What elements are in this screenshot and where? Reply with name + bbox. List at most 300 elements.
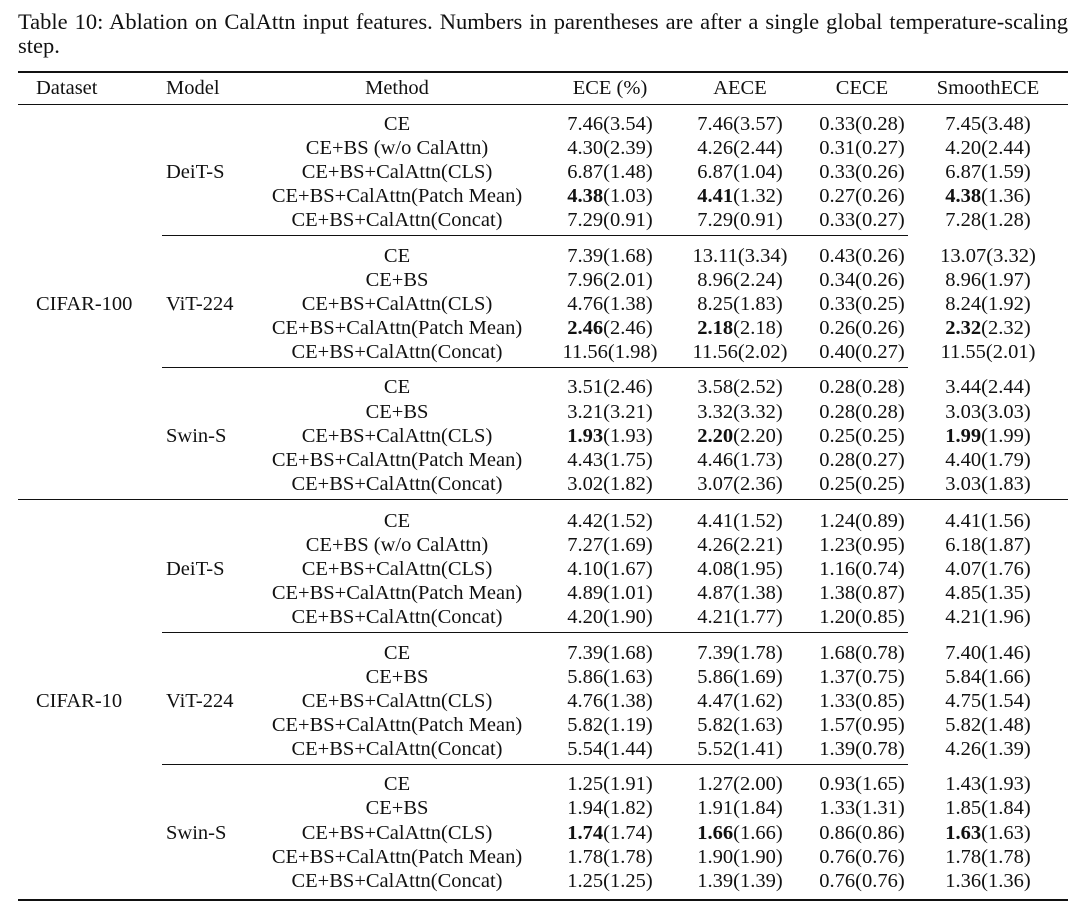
ece-cell-scaled: (1.75) xyxy=(603,448,653,471)
group-separator xyxy=(162,632,908,633)
ece-cell-value: 1.25 xyxy=(567,869,604,892)
smoothece-cell xyxy=(945,316,1030,340)
ece-cell-scaled: (1.38) xyxy=(603,292,653,315)
smoothece-cell-scaled: (2.44) xyxy=(981,137,1031,160)
ece-cell-scaled: (2.46) xyxy=(603,317,653,339)
cece-cell xyxy=(819,689,904,713)
cece-cell-value: 1.57 xyxy=(819,713,856,736)
cece-cell-value: 0.86 xyxy=(819,821,856,844)
ece-cell-value: 7.29 xyxy=(567,209,604,232)
aece-cell xyxy=(697,268,782,292)
aece-cell-value: 7.29 xyxy=(697,209,734,232)
cece-cell-value: 0.25 xyxy=(819,424,856,447)
aece-cell xyxy=(697,208,782,232)
method-cell: CE+BS+CalAttn(Concat) xyxy=(291,606,503,629)
smoothece-cell xyxy=(945,605,1030,629)
ece-cell xyxy=(567,605,652,629)
cece-cell xyxy=(819,641,904,665)
aece-cell-scaled: (1.69) xyxy=(733,665,783,688)
method-cell: CE+BS+CalAttn(Patch Mean) xyxy=(271,582,523,605)
aece-cell-scaled: (1.38) xyxy=(733,582,783,605)
smoothece-cell-scaled: (1.48) xyxy=(981,713,1031,736)
smoothece-cell-value: 6.87 xyxy=(945,161,982,184)
method-cell: CE xyxy=(383,113,411,135)
ece-cell xyxy=(567,796,652,820)
model-cell: Swin-S xyxy=(166,821,227,844)
cece-cell-value: 0.28 xyxy=(819,400,856,423)
model-cell: ViT-224 xyxy=(166,292,234,315)
aece-cell xyxy=(697,533,782,557)
cece-cell-scaled: (0.85) xyxy=(855,689,905,712)
smoothece-cell xyxy=(945,581,1030,605)
aece-cell xyxy=(697,509,782,533)
method-cell: CE xyxy=(383,641,411,664)
method-cell: CE+BS (w/o CalAttn) xyxy=(305,534,489,556)
ece-cell xyxy=(567,424,652,448)
smoothece-cell-value: 3.03 xyxy=(945,472,982,495)
cece-cell-scaled: (0.27) xyxy=(855,448,905,471)
cece-cell-scaled: (0.85) xyxy=(855,606,905,629)
model-cell: ViT-224 xyxy=(166,689,234,712)
ece-cell-scaled: (1.93) xyxy=(603,424,653,447)
aece-cell xyxy=(697,400,782,424)
ece-cell-value: 5.82 xyxy=(567,713,604,736)
smoothece-cell-value: 5.84 xyxy=(945,665,982,688)
aece-cell xyxy=(697,112,782,136)
method-cell: CE+BS+CalAttn(Concat) xyxy=(291,869,503,892)
cece-cell xyxy=(819,268,904,292)
aece-cell-value: 1.39 xyxy=(697,869,734,892)
cece-cell-scaled: (0.27) xyxy=(855,209,905,232)
smoothece-cell-value: 1.85 xyxy=(945,797,982,820)
ece-cell xyxy=(567,772,652,796)
ece-cell-value: 3.02 xyxy=(567,472,604,495)
cece-cell xyxy=(819,605,904,629)
smoothece-cell xyxy=(941,340,1036,364)
ece-cell-value: 5.86 xyxy=(567,665,604,688)
cece-cell-value: 0.76 xyxy=(819,845,856,868)
aece-cell xyxy=(697,605,782,629)
ece-cell-scaled: (1.01) xyxy=(603,582,653,605)
smoothece-cell xyxy=(945,424,1030,448)
cece-cell-scaled: (0.87) xyxy=(855,582,905,605)
cece-cell-value: 0.33 xyxy=(819,161,856,184)
aece-cell xyxy=(697,845,782,869)
ece-cell-value: 2.46 xyxy=(567,317,604,339)
smoothece-cell xyxy=(945,713,1030,737)
ece-cell-scaled: (3.54) xyxy=(603,113,653,135)
smoothece-cell-scaled: (1.92) xyxy=(981,292,1031,315)
method-cell: CE+BS+CalAttn(CLS) xyxy=(301,821,493,844)
smoothece-cell-scaled: (1.79) xyxy=(981,448,1031,471)
ece-cell xyxy=(567,641,652,665)
smoothece-cell-scaled: (1.28) xyxy=(981,209,1031,232)
smoothece-cell-value: 4.40 xyxy=(945,448,982,471)
dataset-separator xyxy=(18,499,1068,500)
smoothece-cell-scaled: (3.32) xyxy=(986,244,1036,267)
smoothece-cell-value: 4.41 xyxy=(945,509,982,532)
aece-cell-scaled: (1.95) xyxy=(733,558,783,581)
ece-cell xyxy=(567,557,652,581)
aece-cell-scaled: (1.84) xyxy=(733,797,783,820)
smoothece-cell-scaled: (3.48) xyxy=(981,113,1031,135)
ece-cell xyxy=(567,713,652,737)
smoothece-cell xyxy=(945,869,1030,893)
method-cell: CE+BS xyxy=(365,665,429,688)
aece-cell-value: 4.26 xyxy=(697,137,734,160)
cece-cell xyxy=(819,533,904,557)
ece-cell-value: 1.25 xyxy=(567,773,604,796)
cece-cell xyxy=(819,208,904,232)
ece-cell xyxy=(567,581,652,605)
aece-cell-scaled: (0.91) xyxy=(733,209,783,232)
smoothece-cell-scaled: (2.01) xyxy=(985,341,1036,364)
ece-cell xyxy=(567,689,652,713)
aece-cell-value: 3.07 xyxy=(697,472,734,495)
smoothece-cell-value: 7.28 xyxy=(945,209,982,232)
cece-cell-scaled: (0.28) xyxy=(855,400,905,423)
ece-cell xyxy=(567,665,652,689)
smoothece-cell xyxy=(945,208,1030,232)
cece-cell xyxy=(819,448,904,472)
smoothece-cell-value: 3.44 xyxy=(945,376,982,399)
aece-cell-value: 2.20 xyxy=(697,424,734,447)
smoothece-cell-value: 2.32 xyxy=(945,317,982,339)
table-bottom-rule xyxy=(18,899,1068,901)
ece-cell xyxy=(563,340,658,364)
aece-cell-value: 7.46 xyxy=(697,113,734,135)
aece-cell-value: 1.90 xyxy=(697,845,734,868)
model-cell: Swin-S xyxy=(166,424,227,447)
cece-cell xyxy=(819,316,904,340)
cece-cell-scaled: (0.75) xyxy=(855,665,905,688)
aece-cell-scaled: (1.83) xyxy=(733,292,783,315)
aece-cell-scaled: (2.00) xyxy=(733,773,783,796)
aece-cell xyxy=(697,424,782,448)
ece-cell-scaled: (1.74) xyxy=(603,821,653,844)
aece-cell-scaled: (2.18) xyxy=(733,317,783,339)
ece-cell-value: 4.76 xyxy=(567,292,604,315)
smoothece-cell-value: 3.03 xyxy=(945,400,982,423)
smoothece-cell xyxy=(945,845,1030,869)
method-cell: CE xyxy=(383,773,411,796)
aece-cell-value: 3.32 xyxy=(697,400,734,423)
smoothece-cell-value: 8.24 xyxy=(945,292,982,315)
aece-cell-value: 6.87 xyxy=(697,161,734,184)
aece-cell-value: 4.46 xyxy=(697,448,734,471)
smoothece-cell-scaled: (1.87) xyxy=(981,534,1031,556)
cece-cell-value: 0.43 xyxy=(819,244,856,267)
method-cell: CE+BS xyxy=(365,268,429,291)
aece-cell-scaled: (1.66) xyxy=(733,821,783,844)
cece-cell-value: 1.68 xyxy=(819,641,856,664)
cece-cell xyxy=(819,112,904,136)
ece-cell-scaled: (1.98) xyxy=(607,341,658,364)
ece-cell-scaled: (1.67) xyxy=(603,558,653,581)
cece-cell-value: 1.16 xyxy=(819,558,856,581)
aece-cell-scaled: (2.52) xyxy=(733,376,783,399)
smoothece-cell xyxy=(945,641,1030,665)
cece-cell-scaled: (0.89) xyxy=(855,509,905,532)
smoothece-cell-value: 4.26 xyxy=(945,738,982,760)
aece-cell-value: 13.11 xyxy=(692,244,738,267)
header-smoothece: SmoothECE xyxy=(936,77,1040,99)
ece-cell xyxy=(567,845,652,869)
cece-cell-value: 0.76 xyxy=(819,869,856,892)
smoothece-cell-value: 1.36 xyxy=(945,869,982,892)
cece-cell-scaled: (1.65) xyxy=(855,773,905,796)
cece-cell-scaled: (0.25) xyxy=(855,472,905,495)
ece-cell-value: 7.39 xyxy=(567,641,604,664)
aece-cell-scaled: (1.04) xyxy=(733,161,783,184)
group-separator xyxy=(162,367,908,368)
smoothece-cell-value: 4.38 xyxy=(945,185,982,208)
smoothece-cell-value: 4.75 xyxy=(945,689,982,712)
aece-cell-value: 3.58 xyxy=(697,376,734,399)
method-cell: CE+BS+CalAttn(Patch Mean) xyxy=(271,448,523,471)
aece-cell-scaled: (1.39) xyxy=(733,869,783,892)
aece-cell-scaled: (1.73) xyxy=(733,448,783,471)
ece-cell xyxy=(567,509,652,533)
dataset-cell: CIFAR-10 xyxy=(36,689,123,712)
aece-cell xyxy=(697,581,782,605)
aece-cell xyxy=(697,641,782,665)
ece-cell-value: 4.89 xyxy=(567,582,604,605)
smoothece-cell xyxy=(945,737,1030,761)
ece-cell-value: 7.96 xyxy=(567,268,604,291)
smoothece-cell-value: 1.78 xyxy=(945,845,982,868)
smoothece-cell-value: 5.82 xyxy=(945,713,982,736)
smoothece-cell xyxy=(945,533,1030,557)
aece-cell-value: 4.26 xyxy=(697,534,734,556)
smoothece-cell-scaled: (1.76) xyxy=(981,558,1031,581)
cece-cell xyxy=(819,581,904,605)
header-rule xyxy=(18,104,1068,105)
ece-cell xyxy=(567,316,652,340)
aece-cell-scaled: (1.41) xyxy=(733,738,783,760)
aece-cell-scaled: (1.52) xyxy=(733,509,783,532)
smoothece-cell xyxy=(945,796,1030,820)
cece-cell xyxy=(819,184,904,208)
cece-cell xyxy=(819,292,904,316)
cece-cell-scaled: (0.27) xyxy=(855,341,905,364)
cece-cell-scaled: (0.28) xyxy=(855,113,905,135)
cece-cell-scaled: (0.26) xyxy=(855,268,905,291)
ece-cell xyxy=(567,448,652,472)
ece-cell xyxy=(567,472,652,496)
aece-cell-scaled: (1.90) xyxy=(733,845,783,868)
aece-cell xyxy=(697,821,782,845)
aece-cell-value: 4.08 xyxy=(697,558,734,581)
cece-cell-scaled: (0.76) xyxy=(855,869,905,892)
cece-cell-value: 1.38 xyxy=(819,582,856,605)
ece-cell-scaled: (3.21) xyxy=(603,400,653,423)
smoothece-cell-scaled: (1.78) xyxy=(981,845,1031,868)
ece-cell-scaled: (1.90) xyxy=(603,606,653,629)
header-aece: AECE xyxy=(713,77,767,99)
cece-cell-scaled: (0.26) xyxy=(855,317,905,339)
ece-cell-scaled: (2.01) xyxy=(603,268,653,291)
ece-cell xyxy=(567,268,652,292)
ece-cell xyxy=(567,208,652,232)
aece-cell-value: 4.47 xyxy=(697,689,734,712)
method-cell: CE+BS+CalAttn(Concat) xyxy=(291,209,503,232)
smoothece-cell-scaled: (2.44) xyxy=(981,376,1031,399)
cece-cell-value: 0.33 xyxy=(819,209,856,232)
aece-cell-value: 2.18 xyxy=(697,317,734,339)
aece-cell-scaled: (1.62) xyxy=(733,689,783,712)
smoothece-cell xyxy=(940,244,1036,268)
aece-cell-scaled: (2.24) xyxy=(733,268,783,291)
cece-cell-value: 0.26 xyxy=(819,317,856,339)
aece-cell-scaled: (2.36) xyxy=(733,472,783,495)
method-cell: CE+BS+CalAttn(Patch Mean) xyxy=(271,185,523,208)
cece-cell-value: 1.23 xyxy=(819,534,856,556)
smoothece-cell-scaled: (1.83) xyxy=(981,472,1031,495)
smoothece-cell xyxy=(945,160,1030,184)
cece-cell-scaled: (0.95) xyxy=(855,534,905,556)
ece-cell-value: 11.56 xyxy=(562,341,608,364)
smoothece-cell xyxy=(945,821,1030,845)
ece-cell-scaled: (1.69) xyxy=(603,534,653,556)
ece-cell xyxy=(567,869,652,893)
cece-cell-value: 0.25 xyxy=(819,472,856,495)
aece-cell xyxy=(697,292,782,316)
smoothece-cell-value: 7.45 xyxy=(945,113,982,135)
aece-cell-scaled: (2.20) xyxy=(733,424,783,447)
aece-cell xyxy=(697,869,782,893)
method-cell: CE+BS+CalAttn(CLS) xyxy=(301,558,493,581)
aece-cell xyxy=(697,375,782,399)
ece-cell-scaled: (1.38) xyxy=(603,689,653,712)
cece-cell-scaled: (0.26) xyxy=(855,185,905,208)
smoothece-cell-scaled: (1.93) xyxy=(981,773,1031,796)
ece-cell-scaled: (2.39) xyxy=(603,137,653,160)
method-cell: CE+BS xyxy=(365,797,429,820)
aece-cell-scaled: (1.77) xyxy=(733,606,783,629)
smoothece-cell-value: 1.63 xyxy=(945,821,982,844)
smoothece-cell-scaled: (2.32) xyxy=(981,317,1031,339)
smoothece-cell-scaled: (1.99) xyxy=(981,424,1031,447)
aece-cell xyxy=(697,316,782,340)
aece-cell-value: 5.82 xyxy=(697,713,734,736)
group-separator xyxy=(162,235,908,236)
header-cece: CECE xyxy=(835,77,889,99)
method-cell: CE+BS+CalAttn(CLS) xyxy=(301,161,493,184)
cece-cell-scaled: (0.86) xyxy=(855,821,905,844)
header-dataset: Dataset xyxy=(36,77,98,99)
ece-cell xyxy=(567,737,652,761)
smoothece-cell-scaled: (1.59) xyxy=(981,161,1031,184)
ece-cell-scaled: (0.91) xyxy=(603,209,653,232)
cece-cell xyxy=(819,665,904,689)
aece-cell xyxy=(697,557,782,581)
cece-cell xyxy=(819,160,904,184)
dataset-cell: CIFAR-100 xyxy=(36,292,133,315)
aece-cell xyxy=(697,472,782,496)
aece-cell-scaled: (2.02) xyxy=(737,341,788,364)
group-separator xyxy=(162,764,908,765)
smoothece-cell-value: 4.20 xyxy=(945,137,982,160)
cece-cell xyxy=(819,375,904,399)
cece-cell-value: 0.31 xyxy=(819,137,856,160)
smoothece-cell-value: 1.43 xyxy=(945,773,982,796)
ece-cell-scaled: (1.44) xyxy=(603,738,653,760)
ece-cell-value: 1.94 xyxy=(567,797,604,820)
aece-cell-scaled: (2.44) xyxy=(733,137,783,160)
smoothece-cell-scaled: (1.84) xyxy=(981,797,1031,820)
header-model: Model xyxy=(166,77,220,99)
aece-cell-value: 5.86 xyxy=(697,665,734,688)
ece-cell-value: 4.38 xyxy=(567,185,604,208)
cece-cell-value: 0.28 xyxy=(819,448,856,471)
ece-cell-scaled: (2.46) xyxy=(603,376,653,399)
ece-cell-scaled: (1.25) xyxy=(603,869,653,892)
aece-cell-value: 1.91 xyxy=(697,797,734,820)
smoothece-cell xyxy=(945,184,1030,208)
model-cell: DeiT-S xyxy=(166,558,225,581)
cece-cell-value: 1.20 xyxy=(819,606,856,629)
aece-cell-value: 8.25 xyxy=(697,292,734,315)
aece-cell-value: 8.96 xyxy=(697,268,734,291)
cece-cell-value: 0.27 xyxy=(819,185,856,208)
ece-cell-scaled: (1.19) xyxy=(603,713,653,736)
aece-cell-value: 5.52 xyxy=(697,738,734,760)
cece-cell xyxy=(819,772,904,796)
smoothece-cell-value: 7.40 xyxy=(945,641,982,664)
smoothece-cell-value: 4.07 xyxy=(945,558,982,581)
ece-cell-value: 7.27 xyxy=(567,534,604,556)
header-ece: ECE (%) xyxy=(572,77,648,99)
aece-cell xyxy=(693,244,788,268)
aece-cell-value: 4.41 xyxy=(697,185,734,208)
method-cell: CE+BS+CalAttn(Concat) xyxy=(291,738,503,760)
ece-cell-value: 3.21 xyxy=(567,400,604,423)
cece-cell xyxy=(819,869,904,893)
ece-cell xyxy=(567,821,652,845)
ece-cell-scaled: (1.68) xyxy=(603,244,653,267)
smoothece-cell-value: 4.85 xyxy=(945,582,982,605)
smoothece-cell xyxy=(945,557,1030,581)
ece-cell-value: 6.87 xyxy=(567,161,604,184)
method-cell: CE+BS+CalAttn(CLS) xyxy=(301,689,493,712)
cece-cell-scaled: (0.76) xyxy=(855,845,905,868)
ece-cell-value: 4.10 xyxy=(567,558,604,581)
method-cell: CE+BS+CalAttn(Patch Mean) xyxy=(271,317,523,339)
smoothece-cell xyxy=(945,472,1030,496)
table-caption: Table 10: Ablation on CalAttn input features. Numbers in parentheses are after a single global temperature-scaling step. xyxy=(18,9,1068,58)
ece-cell xyxy=(567,533,652,557)
ece-cell-value: 3.51 xyxy=(567,376,604,399)
ece-cell-value: 1.78 xyxy=(567,845,604,868)
smoothece-cell-value: 1.99 xyxy=(945,424,982,447)
cece-cell-value: 0.28 xyxy=(819,376,856,399)
smoothece-cell xyxy=(945,509,1030,533)
method-cell: CE+BS+CalAttn(Patch Mean) xyxy=(271,713,523,736)
cece-cell-value: 1.37 xyxy=(819,665,856,688)
smoothece-cell xyxy=(945,375,1030,399)
smoothece-cell-value: 4.21 xyxy=(945,606,982,629)
cece-cell-scaled: (0.27) xyxy=(855,137,905,160)
smoothece-cell xyxy=(945,112,1030,136)
method-cell: CE+BS+CalAttn(Concat) xyxy=(291,341,503,364)
ece-cell-scaled: (1.68) xyxy=(603,641,653,664)
cece-cell-scaled: (0.25) xyxy=(855,424,905,447)
aece-cell-scaled: (1.63) xyxy=(733,713,783,736)
cece-cell xyxy=(819,845,904,869)
aece-cell xyxy=(697,448,782,472)
aece-cell-value: 4.21 xyxy=(697,606,734,629)
